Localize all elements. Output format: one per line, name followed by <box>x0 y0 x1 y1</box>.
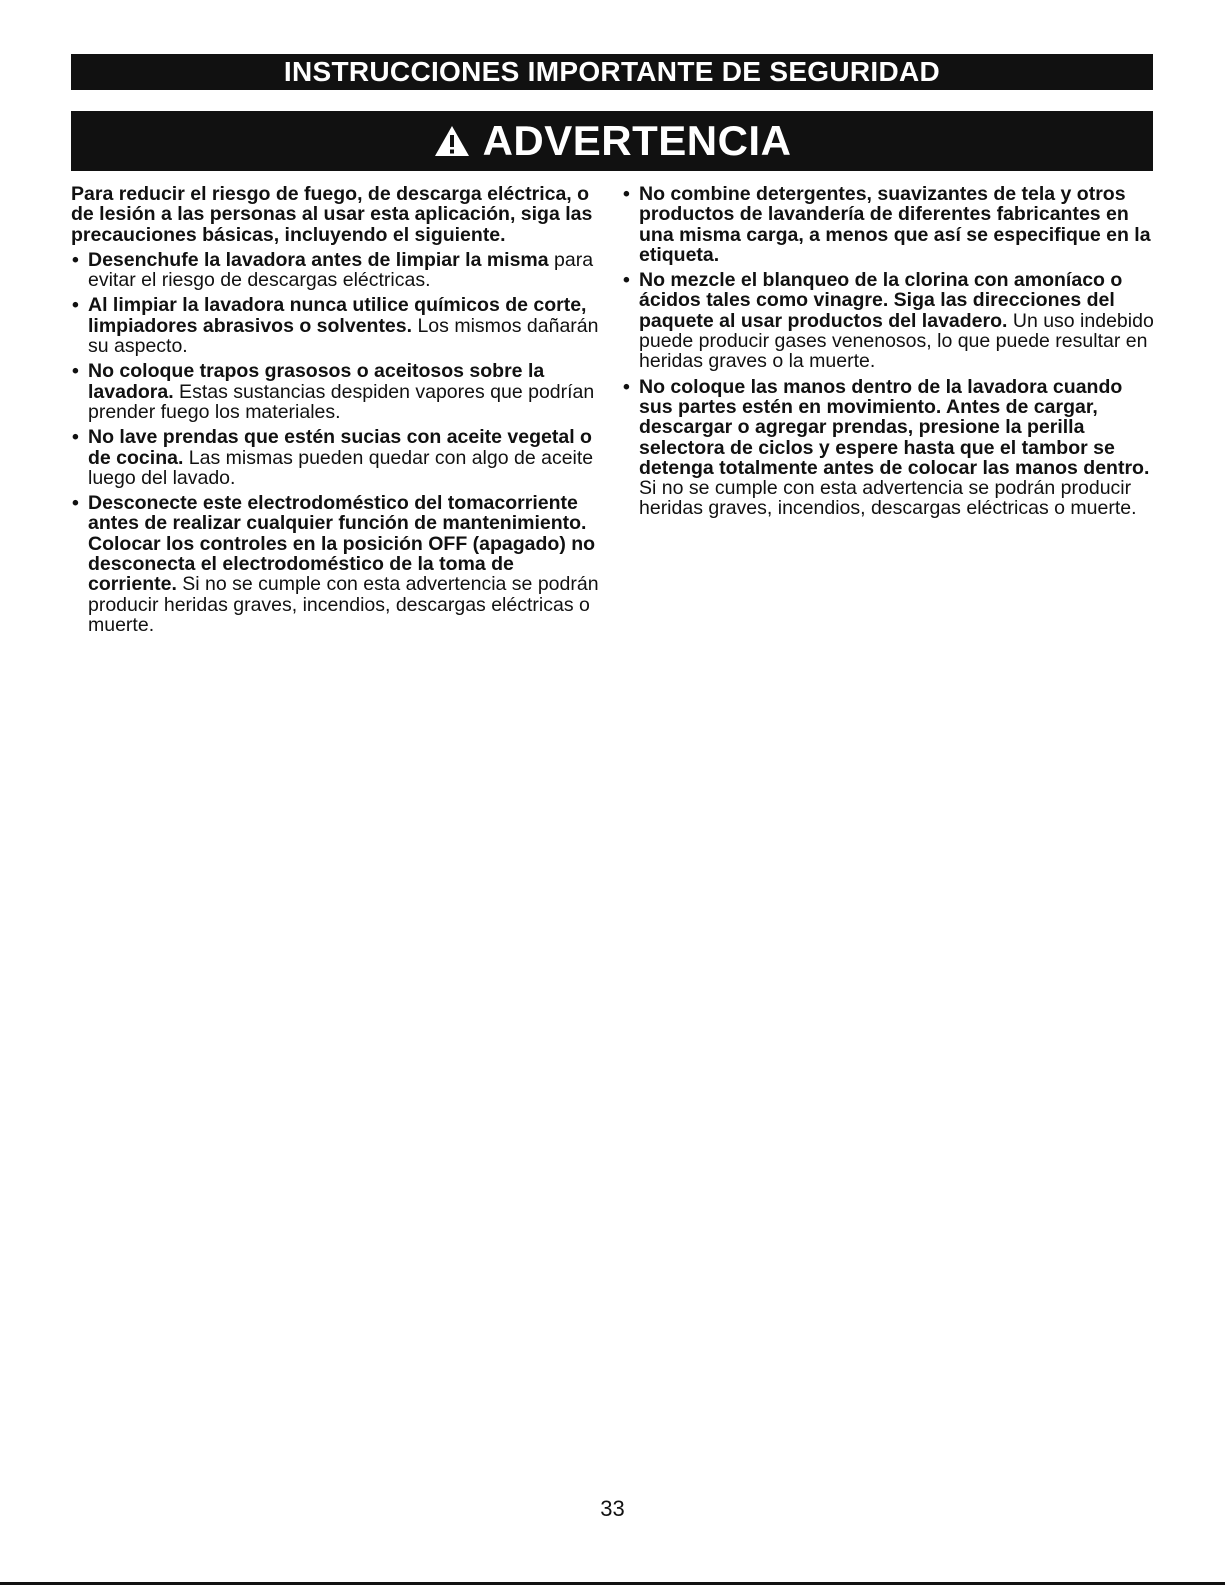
list-item: • No lave prendas que estén sucias con aceite vegetal o de cocina. Las mismas pueden quedar con algo de aceite luego del lavado. <box>72 426 594 489</box>
left-bullet-list <box>71 250 601 635</box>
left-column <box>71 184 601 640</box>
bullet-icon: • <box>623 183 630 205</box>
bullet-icon: • <box>72 426 79 449</box>
page-number: 33 <box>600 1496 625 1521</box>
list-item: • Al limpiar la lavadora nunca utilice químicos de corte, limpiadores abrasivos o solventes. Los mismos dañarán su aspecto. <box>72 294 599 358</box>
bullet-icon: • <box>72 360 79 383</box>
right-column <box>622 184 1157 524</box>
bullet-icon: • <box>72 294 79 317</box>
intro-paragraph: Para reducir el riesgo de fuego, de descarga eléctrica, o de lesión a las personas al usar esta aplicación, siga las precauciones básicas, incluyendo el siguiente. <box>71 183 593 246</box>
list-item: • No combine detergentes, suavizantes de tela y otros productos de lavandería de diferentes fabricantes en una misma carga, a menos que así se especifique en la etiqueta. <box>623 183 1151 266</box>
bullet-icon: • <box>623 269 630 292</box>
list-item: • No coloque trapos grasosos o aceitosos sobre la lavadora. Estas sustancias despiden vapores que podrían prender fuego los materiales. <box>72 360 595 423</box>
section-title: INSTRUCCIONES IMPORTANTE DE SEGURIDAD <box>283 56 941 87</box>
list-item: • No coloque las manos dentro de la lavadora cuando sus partes estén en movimiento. Antes de cargar, descargar o agregar prendas, presione la perilla selectora de ciclos y espere hasta que el tambor se detenga totalmente antes de colocar las manos dentro. Si no se cumple con esta advertencia se podrán producir heridas graves, incendios, descargas eléctricas o muerte. <box>623 375 1150 520</box>
bullet-icon: • <box>72 492 79 515</box>
warning-triangle-icon <box>433 124 471 158</box>
bullet-icon: • <box>623 375 630 398</box>
warning-label: ADVERTENCIA <box>482 117 792 164</box>
warning-banner <box>71 111 1153 171</box>
list-item: • Desenchufe la lavadora antes de limpiar la misma para evitar el riesgo de descargas eléctricas. <box>72 248 594 292</box>
bullet-icon: • <box>72 248 79 271</box>
section-title-banner <box>71 54 1153 90</box>
right-bullet-list <box>622 184 1157 519</box>
list-item: • No mezcle el blanqueo de la clorina con amoníaco o ácidos tales como vinagre. Siga las direcciones del paquete al usar productos del lavadero. Un uso indebido puede producir gases venenosos, lo que puede resultar en heridas graves o la muerte. <box>623 269 1154 373</box>
list-item: • Desconecte este electrodoméstico del tomacorriente antes de realizar cualquier función de mantenimiento. Colocar los controles en la posición OFF (apagado) no desconecta el electrodoméstico de la toma de corriente. Si no se cumple con esta advertencia se podrán producir heridas graves, incendios, descargas eléctricas o muerte. <box>72 492 599 636</box>
